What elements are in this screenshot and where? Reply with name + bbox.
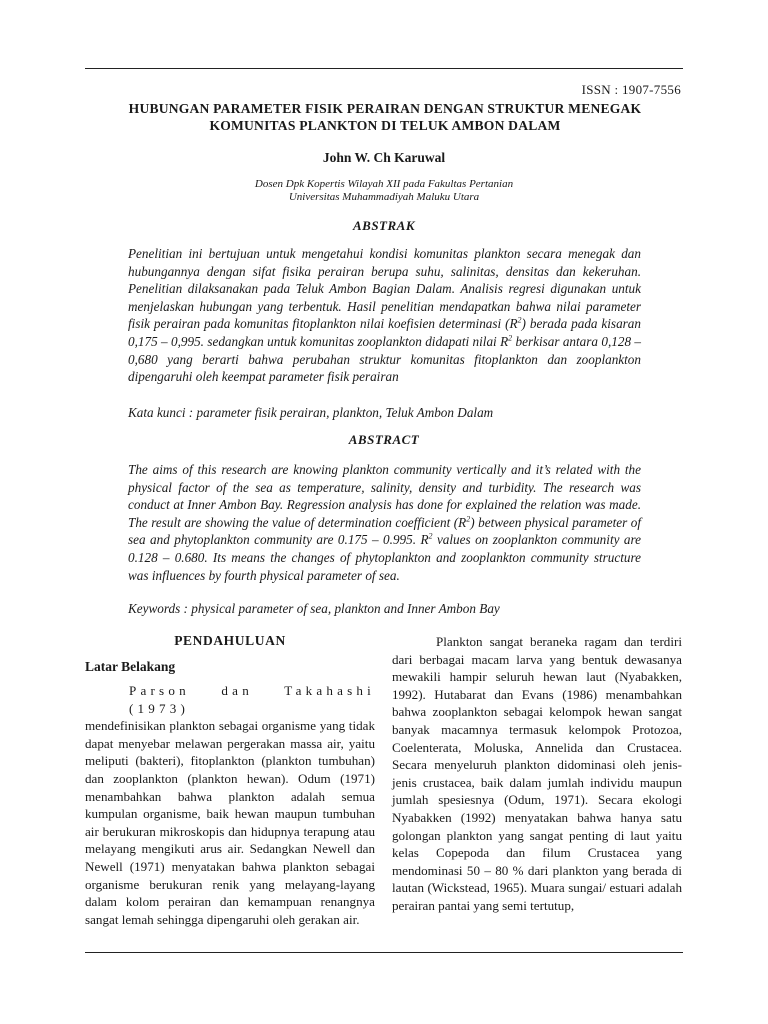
- issn-label: ISSN : 1907-7556: [581, 82, 681, 97]
- title-line-2: KOMUNITAS PLANKTON DI TELUK AMBON DALAM: [209, 118, 561, 133]
- author-name: John W. Ch Karuwal: [322, 150, 446, 165]
- abstrak-text: [128, 245, 641, 386]
- abstrak-part-2: ) berada pada kisaran 0,175 – 0,995. sedangkan untuk komunitas zooplankton didapati nilai R: [128, 316, 641, 349]
- abstract-sup-1: 2: [466, 514, 471, 524]
- abstrak-part-3: berkisar antara 0,128 – 0,680 yang berarti bahwa perubahan struktur komunitas fitoplankton dan zooplankton dipengaruhi oleh keempat parameter fisik perairan: [128, 333, 642, 385]
- abstract-part-2: ) between physical parameter of sea and phytoplankton community are 0.175 – 0.995. R: [128, 514, 642, 548]
- section-heading-pendahuluan: PENDAHULUAN: [174, 633, 286, 648]
- right-column-text: [392, 633, 682, 915]
- abstrak-heading: ABSTRAK: [352, 218, 416, 233]
- left-paragraph: mendefinisikan plankton sebagai organisme yang tidak dapat menyebar melawan pergerakan massa air, yaitu meliputi (bakteri), fitoplankton (plankton tumbuhan) dan zooplankton (plankton hewan). Odum (1971) menambahkan bahwa plankton adalah semua kumpulan organisme, baik hewan maupun tumbuhan air berukuran mikroskopis dan hidupnya terapung atau melayang mengikuti arus air. Sedangkan Newell dan Newell (1971) menyatakan bahwa plankton sebagai organisme berukuran renik yang melayang-layang dalam kolom perairan dan kemampuan renangnya sangat lemah sehingga dipengaruhi oleh gerakan air.: [85, 718, 375, 927]
- abstrak-sup-2: 2: [508, 333, 513, 343]
- article-title: [90, 100, 680, 134]
- subsection-heading-latar-belakang: Latar Belakang: [85, 659, 176, 674]
- title-line-1: HUBUNGAN PARAMETER FISIK PERAIRAN DENGAN STRUKTUR MENEGAK: [128, 101, 642, 116]
- abstract-text: [128, 461, 641, 584]
- abstract-heading: ABSTRACT: [348, 432, 420, 447]
- affiliation-line-2: Universitas Muhammadiyah Maluku Utara: [288, 191, 480, 203]
- abstrak-keywords: Kata kunci : parameter fisik perairan, plankton, Teluk Ambon Dalam: [128, 405, 494, 420]
- left-first-words: Parson dan Takahashi (1973): [129, 683, 375, 716]
- bottom-rule: [85, 952, 683, 953]
- right-paragraph: Plankton sangat beraneka ragam dan terdiri dari berbagai macam larva yang bentuk dewasanya mewakili hampir seluruh hewan laut (Nyabakken, 1992). Hutabarat dan Evans (1986) menambahkan bahwa zooplankton sebagai kelompok hewan sangat banyak macamnya termasuk kelompok Protozoa, Coelenterata, Moluska, Annelida dan Crustacea. Secara menyeluruh plankton didominasi oleh jenis-jenis crustacea, baik dalam jumlah individu maupun jumlah spesiesnya (Odum, 1971). Secara ekologi Nyabakken (1992) menyatakan bahwa hanya satu golongan plankton yang sangat penting di laut yaitu kelas Copepoda dan filum Crustacea yang mendominasi 50 – 80 % dari plankton yang berada di lautan (Wickstead, 1965). Muara sungai/ estuari adalah perairan pantai yang semi tertutup,: [392, 634, 682, 913]
- author-affiliation: [85, 178, 683, 204]
- affiliation-line-1: Dosen Dpk Kopertis Wilayah XII pada Fakultas Pertanian: [254, 178, 514, 190]
- abstract-keywords: Keywords : physical parameter of sea, plankton and Inner Ambon Bay: [128, 601, 500, 616]
- abstrak-sup-1: 2: [517, 315, 522, 325]
- abstract-sup-2: 2: [428, 531, 433, 541]
- abstract-part-1: The aims of this research are knowing plankton community vertically and it’s related with the physical factor of the sea as temperature, salinity, density and turbidity. The research was conduct at Inner Ambon Bay. Regression analysis has done for explained the relation was made. The result are showing the value of determination coefficient (R: [128, 462, 641, 530]
- abstrak-part-1: Penelitian ini bertujuan untuk mengetahui kondisi komunitas plankton secara menegak dan hubungannya dengan sifat fisika perairan berupa suhu, salinitas, densitas dan kekeruhan. Penelitian dilaksanakan pada Teluk Ambon Bagian Dalam. Analisis regresi digunakan untuk menjelaskan hubungan yang terbentuk. Hasil penelitian mendapatkan bahwa nilai parameter fisik perairan pada komunitas fitoplankton nilai koefisien determinasi (R: [128, 246, 641, 332]
- abstract-part-3: values on zooplankton community are 0.128 – 0.680. Its means the changes of phytoplankton and zooplankton community structure was influences by fourth physical parameter of sea.: [128, 532, 641, 583]
- left-column-text: [85, 682, 375, 928]
- top-rule: [85, 68, 683, 69]
